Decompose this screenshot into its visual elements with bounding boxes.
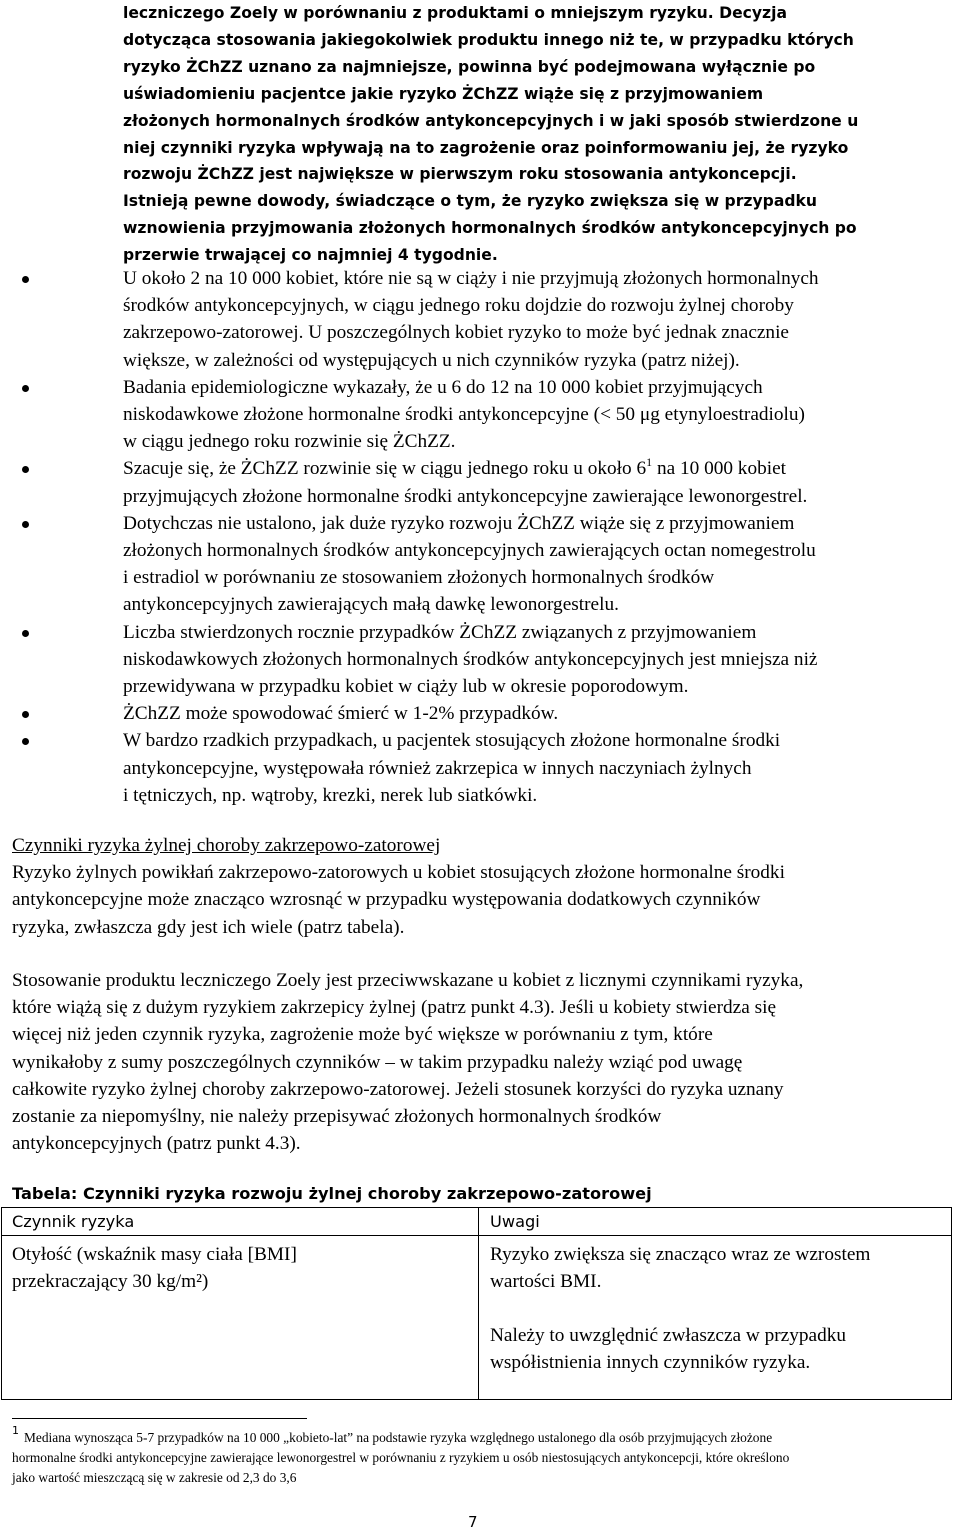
text-line (123, 455, 960, 482)
bullet-item (0, 619, 960, 701)
bullet-dot-icon (22, 711, 29, 718)
text-line: ryzyko ŻChZZ uznano za najmniejsze, powinna być podejmowana wyłącznie po (123, 57, 816, 76)
text-line: współistnienia innych czynników ryzyka. (490, 1352, 811, 1374)
text-line: Badania epidemiologiczne wykazały, że u 6 do 12 na 10 000 kobiet przyjmujących (123, 376, 763, 398)
text-line: w ciągu jednego roku rozwinie się ŻChZZ. (123, 431, 456, 453)
intro-bold-paragraph (123, 0, 948, 269)
text-line: antykoncepcyjnych (patrz punkt 4.3). (12, 1133, 301, 1155)
text-span: na 10 000 kobiet (652, 458, 787, 480)
table-cell-factor (12, 1241, 297, 1295)
text-line: leczniczego Zoely w porównaniu z produktami o mniejszym ryzyku. Decyzja (123, 4, 787, 22)
table-header-factor: Czynnik ryzyka (12, 1212, 135, 1231)
text-line: rozwoju ŻChZZ jest największe w pierwszym roku stosowania antykoncepcji. (123, 165, 797, 184)
text-line: Ryzyko zwiększa się znacząco wraz ze wzrostem (490, 1244, 871, 1265)
text-line: które wiążą się z dużym ryzykiem zakrzepicy żylnej (patrz punkt 4.3). Jeśli u kobiety stwierdza się (12, 997, 777, 1019)
text-line: złożonych hormonalnych środków antykoncepcyjnych i w jaki sposób stwierdzone u (123, 111, 859, 130)
bullet-list (0, 265, 960, 809)
bullet-item (0, 727, 960, 809)
page-number: 7 (468, 1513, 478, 1531)
text-line: Dotychczas nie ustalono, jak duże ryzyko rozwoju ŻChZZ wiąże się z przyjmowaniem (123, 512, 795, 534)
bullet-dot-icon (22, 466, 29, 473)
text-line: antykoncepcyjne może znacząco wzrosnąć w przypadku występowania dodatkowych czynników (12, 889, 761, 911)
text-line: Mediana wynosząca 5-7 przypadków na 10 000 „kobieto-lat” na podstawie ryzyka względnego ustalonego dla osób przyjmujących złożone (24, 1430, 773, 1445)
table-cell-notes (490, 1241, 870, 1295)
text-line: antykoncepcyjne, występowała również zakrzepica w innych naczyniach żylnych (123, 757, 752, 779)
text-line: złożonych hormonalnych środków antykoncepcyjnych zawierających octan nomegestrolu (123, 540, 816, 562)
text-line: ryzyka, zwłaszcza gdy jest ich wiele (patrz tabela). (12, 916, 405, 938)
text-line: niskodawkowych złożonych hormonalnych środków antykoncepcyjnych jest mniejsza niż (123, 648, 818, 670)
text-line: antykoncepcyjnych zawierających małą dawkę lewonorgestrelu. (123, 594, 619, 616)
text-line: całkowite ryzyko żylnej choroby zakrzepowo-zatorowej. Jeżeli stosunek korzyści do ryzyka uznany (12, 1078, 784, 1100)
text-line: zakrzepowo-zatorowej. U poszczególnych kobiet ryzyko to może być jednak znacznie (123, 322, 789, 344)
bullet-item (0, 510, 960, 619)
contraindication-paragraph (12, 967, 952, 1157)
table-title: Tabela: Czynniki ryzyka rozwoju żylnej choroby zakrzepowo-zatorowej (12, 1184, 652, 1203)
risk-section (12, 832, 952, 941)
bullet-dot-icon (22, 521, 29, 528)
text-line: uświadomieniu pacjentce jakie ryzyko ŻChZZ wiąże się z przyjmowaniem (123, 84, 764, 103)
text-line: zostanie za niepomyślny, nie należy przepisywać złożonych hormonalnych środków (12, 1106, 662, 1128)
text-line: Należy to uwzględnić zwłaszcza w przypadku (490, 1325, 847, 1346)
text-line: Istnieją pewne dowody, świadczące o tym, że ryzyko zwiększa się w przypadku (123, 192, 817, 211)
table-divider (478, 1208, 479, 1399)
text-line: wznowienia przyjmowania złożonych hormonalnych środków antykoncepcyjnych po (123, 219, 857, 238)
text-line: przekraczający 30 kg/m²) (12, 1271, 209, 1293)
risk-factor-table (1, 1207, 952, 1400)
text-line: Otyłość (wskaźnik masy ciała [BMI] (12, 1244, 297, 1265)
table-divider (2, 1235, 951, 1236)
bullet-item (0, 374, 960, 456)
bullet-item (0, 265, 960, 374)
text-span: Szacuje się, że ŻChZZ rozwinie się w ciągu jednego roku u około 6 (123, 458, 647, 480)
text-line: ŻChZZ może spowodować śmierć w 1-2% przypadków. (123, 703, 559, 725)
text-line: U około 2 na 10 000 kobiet, które nie są w ciąży i nie przyjmują złożonych hormonalnych (123, 268, 819, 289)
footnote-mark: 1 (12, 1424, 19, 1437)
text-line: W bardzo rzadkich przypadkach, u pacjentek stosujących złożone hormonalne środki (123, 730, 781, 752)
text-line: i tętniczych, np. wątroby, krezki, nerek lub siatkówki. (123, 784, 538, 806)
bullet-dot-icon (22, 385, 29, 392)
text-line: niej czynniki ryzyka wpływają na to zagrożenie oraz poinformowaniu jej, że ryzyko (123, 138, 849, 157)
text-line: hormonalne środki antykoncepcyjne zawierające lewonorgestrel w porównaniu z ryzykiem u osób niestosujących antykoncepcji, które określono (12, 1450, 790, 1465)
bullet-item (0, 700, 960, 727)
text-line: Liczba stwierdzonych rocznie przypadków ŻChZZ związanych z przyjmowaniem (123, 621, 757, 643)
text-line: przewidywana w przypadku kobiet w ciąży lub w okresie poporodowym. (123, 676, 689, 698)
table-cell-notes (490, 1322, 846, 1376)
table-header-notes: Uwagi (490, 1212, 540, 1231)
text-line: dotycząca stosowania jakiegokolwiek produktu innego niż te, w przypadku których (123, 30, 854, 49)
text-line: wynikałoby z sumy poszczególnych czynników – w takim przypadku należy wziąć pod uwagę (12, 1051, 743, 1073)
text-line: większe, w zależności od występujących u nich czynników ryzyka (patrz niżej). (123, 349, 740, 371)
text-line: Ryzyko żylnych powikłań zakrzepowo-zatorowych u kobiet stosujących złożone hormonalne środki (12, 862, 785, 884)
bullet-dot-icon (22, 276, 29, 283)
footnote (12, 1428, 952, 1488)
text-line: i estradiol w porównaniu ze stosowaniem złożonych hormonalnych środków (123, 567, 715, 589)
text-line: przyjmujących złożone hormonalne środki antykoncepcyjne zawierające lewonorgestrel. (123, 485, 808, 507)
text-line: więcej niż jeden czynnik ryzyka, zagrożenie może być większe w porównaniu z tym, które (12, 1024, 713, 1046)
footnote-reference[interactable]: 1 (646, 455, 653, 470)
section-heading: Czynniki ryzyka żylnej choroby zakrzepowo-zatorowej (12, 835, 441, 856)
text-line: przerwie trwającej co najmniej 4 tygodnie. (123, 246, 498, 265)
text-line: środków antykoncepcyjnych, w ciągu jednego roku dojdzie do rozwoju żylnej choroby (123, 295, 794, 317)
bullet-dot-icon (22, 738, 29, 745)
footnote-separator (12, 1418, 307, 1419)
text-line: Stosowanie produktu leczniczego Zoely jest przeciwwskazane u kobiet z licznymi czynnikami ryzyka, (12, 970, 804, 991)
text-line: jako wartość mieszczącą się w zakresie od 2,3 do 3,6 (12, 1470, 297, 1485)
text-line: wartości BMI. (490, 1271, 602, 1293)
bullet-item (0, 455, 960, 509)
text-line: niskodawkowe złożone hormonalne środki antykoncepcyjne (< 50 μg etynyloestradiolu) (123, 404, 805, 426)
bullet-dot-icon (22, 630, 29, 637)
